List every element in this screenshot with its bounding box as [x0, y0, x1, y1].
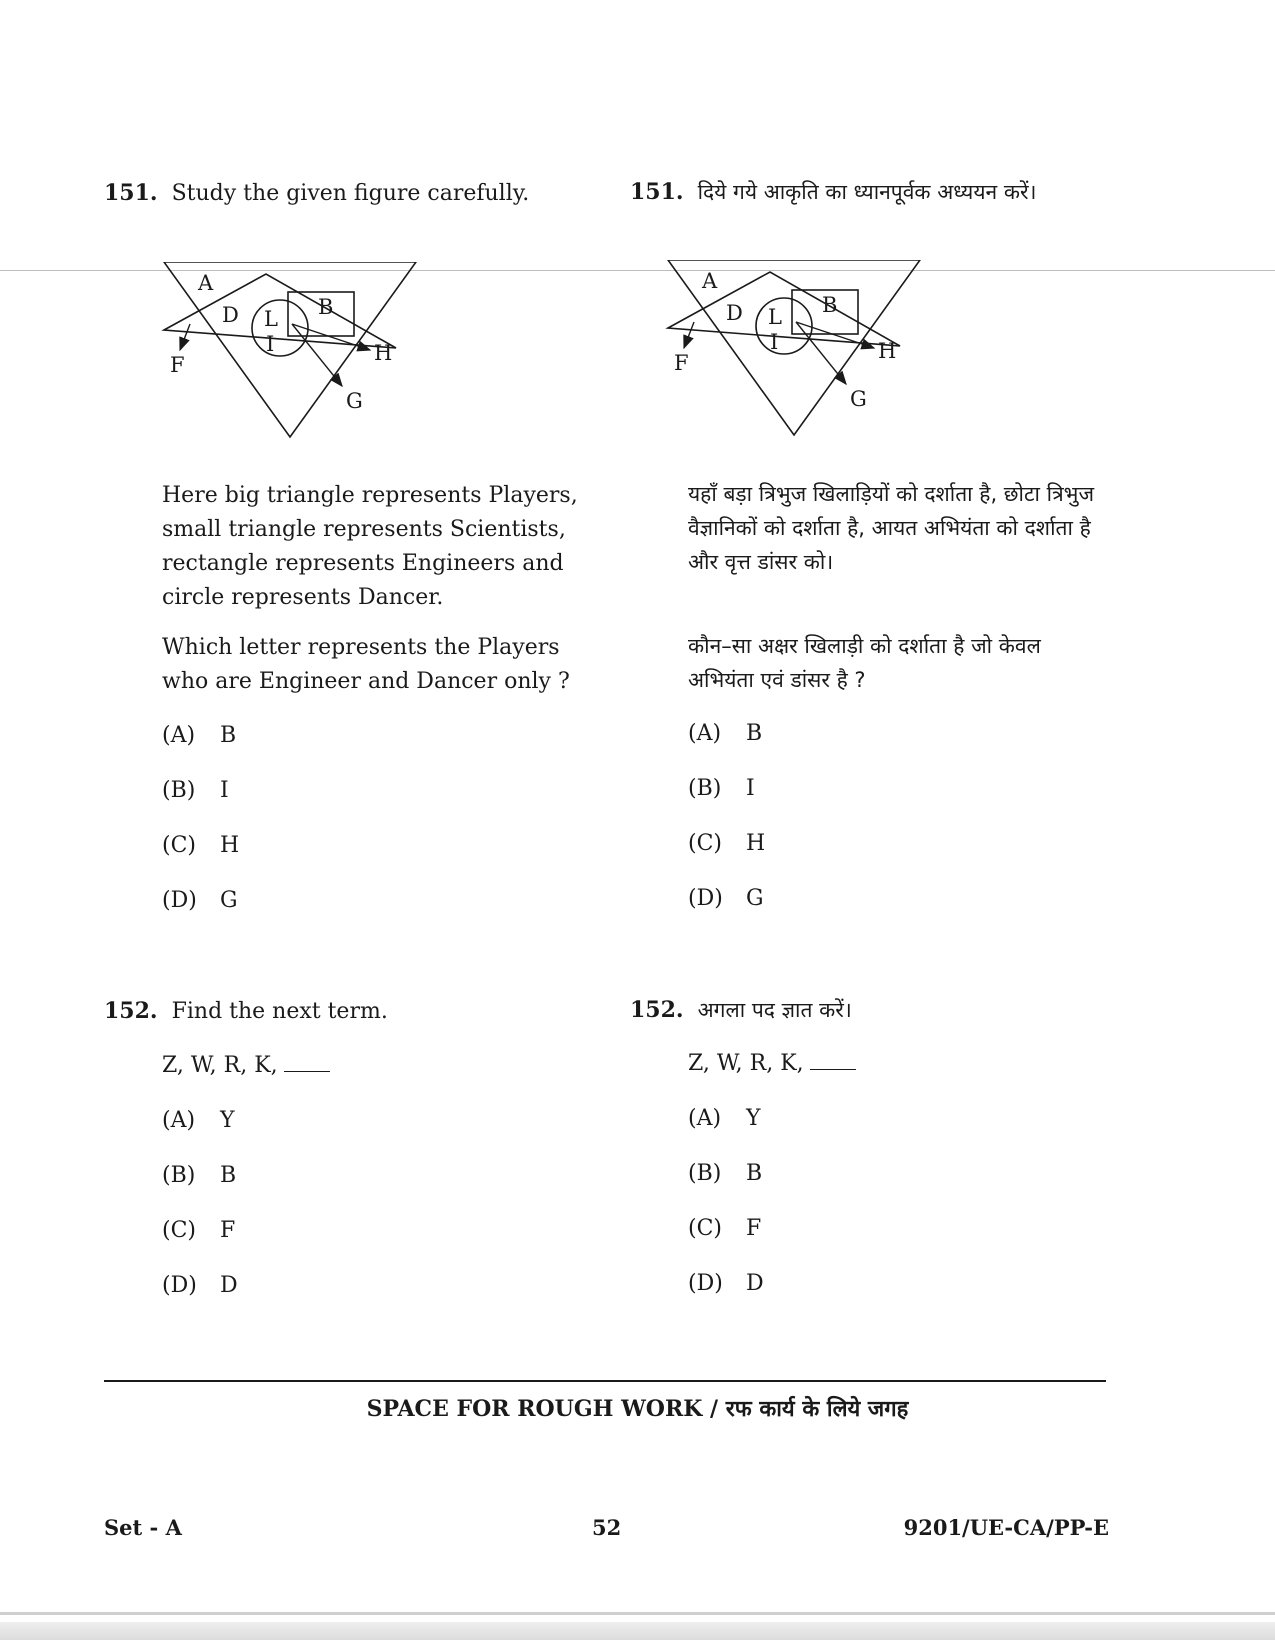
- arrow-f: [180, 324, 190, 350]
- answer-blank: [284, 1055, 330, 1072]
- label-d: D: [222, 303, 239, 327]
- q151-en-option-c[interactable]: (C) H: [162, 833, 240, 858]
- q152-en-heading: [104, 998, 388, 1024]
- q152-en-option-a[interactable]: (A) Y: [162, 1108, 235, 1133]
- label-l: L: [264, 307, 278, 331]
- q151-en-ask: Which letter represents the Players who are Engineer and Dancer only ?: [162, 635, 570, 694]
- label-b: B: [822, 293, 838, 317]
- q151-hi-option-a[interactable]: (A) B: [688, 721, 763, 746]
- arrow-g: [292, 324, 342, 386]
- q151-en-number: 151.: [104, 180, 158, 206]
- q151-en-question: Study the given figure carefully.: [171, 181, 530, 206]
- q151-hi-option-d[interactable]: (D) G: [688, 886, 764, 911]
- label-h: H: [374, 341, 393, 365]
- answer-blank: [810, 1053, 856, 1070]
- scan-edge-shadow: [0, 1622, 1275, 1640]
- label-b: B: [318, 295, 334, 319]
- q152-en-sequence: Z, W, R, K,: [162, 1053, 330, 1078]
- q152-hi-question: अगला पद ज्ञात करें।: [697, 998, 852, 1022]
- q151-hi-option-b[interactable]: (B) I: [688, 776, 755, 801]
- label-i: I: [770, 330, 779, 354]
- rough-work-title: SPACE FOR ROUGH WORK / रफ कार्य के लिये जगह: [366, 1396, 909, 1422]
- circle-dancer: [252, 300, 308, 356]
- label-i: I: [266, 332, 275, 356]
- q151-en-option-b[interactable]: (B) I: [162, 778, 229, 803]
- q152-en-option-c[interactable]: (C) F: [162, 1218, 236, 1243]
- paper-code: 9201/UE-CA/PP-E: [903, 1515, 1109, 1540]
- rough-work-divider: [104, 1380, 1106, 1382]
- q152-en-option-d[interactable]: (D) D: [162, 1273, 238, 1298]
- q151-en-figure: [160, 262, 490, 462]
- q152-en-option-b[interactable]: (B) B: [162, 1163, 237, 1188]
- label-g: G: [850, 387, 867, 411]
- q152-hi-heading: [630, 996, 852, 1024]
- q151-hi-number: 151.: [630, 179, 684, 205]
- q151-en-description: Here big triangle represents Players, small triangle represents Scientists, rectangle represents Engineers and circle represents Dancer.: [162, 483, 578, 610]
- q152-hi-number: 152.: [630, 997, 684, 1023]
- scan-edge: [0, 1612, 1275, 1615]
- q152-hi-option-c[interactable]: (C) F: [688, 1216, 762, 1241]
- q152-en-question: Find the next term.: [171, 999, 388, 1024]
- q152-en-number: 152.: [104, 998, 158, 1024]
- arrow-g: [796, 322, 846, 384]
- arrow-f: [684, 322, 694, 348]
- q152-hi-sequence: Z, W, R, K,: [688, 1051, 856, 1076]
- label-f: F: [674, 351, 689, 375]
- label-a: A: [198, 271, 214, 295]
- q151-en-option-d[interactable]: (D) G: [162, 888, 238, 913]
- q151-hi-heading: [630, 178, 1037, 206]
- q151-en-heading: [104, 180, 529, 206]
- q152-hi-option-b[interactable]: (B) B: [688, 1161, 763, 1186]
- label-g: G: [346, 389, 363, 413]
- q151-hi-description: यहाँ बड़ा त्रिभुज खिलाड़ियों को दर्शाता है, छोटा त्रिभुज वैज्ञानिकों को दर्शाता है, आयत अभियंता को दर्शाता है और वृत्त डांसर को।: [688, 482, 1095, 574]
- label-a: A: [702, 269, 718, 293]
- q151-en-option-a[interactable]: (A) B: [162, 723, 237, 748]
- label-f: F: [170, 353, 185, 377]
- label-h: H: [878, 339, 897, 363]
- page-number: 52: [592, 1515, 622, 1540]
- q151-hi-option-c[interactable]: (C) H: [688, 831, 766, 856]
- set-label: Set - A: [104, 1515, 182, 1540]
- circle-dancer: [756, 298, 812, 354]
- q151-hi-question: दिये गये आकृति का ध्यानपूर्वक अध्ययन करें।: [697, 180, 1037, 204]
- q152-hi-option-a[interactable]: (A) Y: [688, 1106, 761, 1131]
- q151-hi-figure: [664, 260, 994, 460]
- q151-hi-ask: कौन–सा अक्षर खिलाड़ी को दर्शाता है जो केवल अभियंता एवं डांसर है ?: [688, 634, 1041, 692]
- arrow-h: [796, 322, 874, 348]
- label-d: D: [726, 301, 743, 325]
- label-l: L: [768, 305, 782, 329]
- q152-hi-option-d[interactable]: (D) D: [688, 1271, 764, 1296]
- arrow-h: [292, 324, 370, 350]
